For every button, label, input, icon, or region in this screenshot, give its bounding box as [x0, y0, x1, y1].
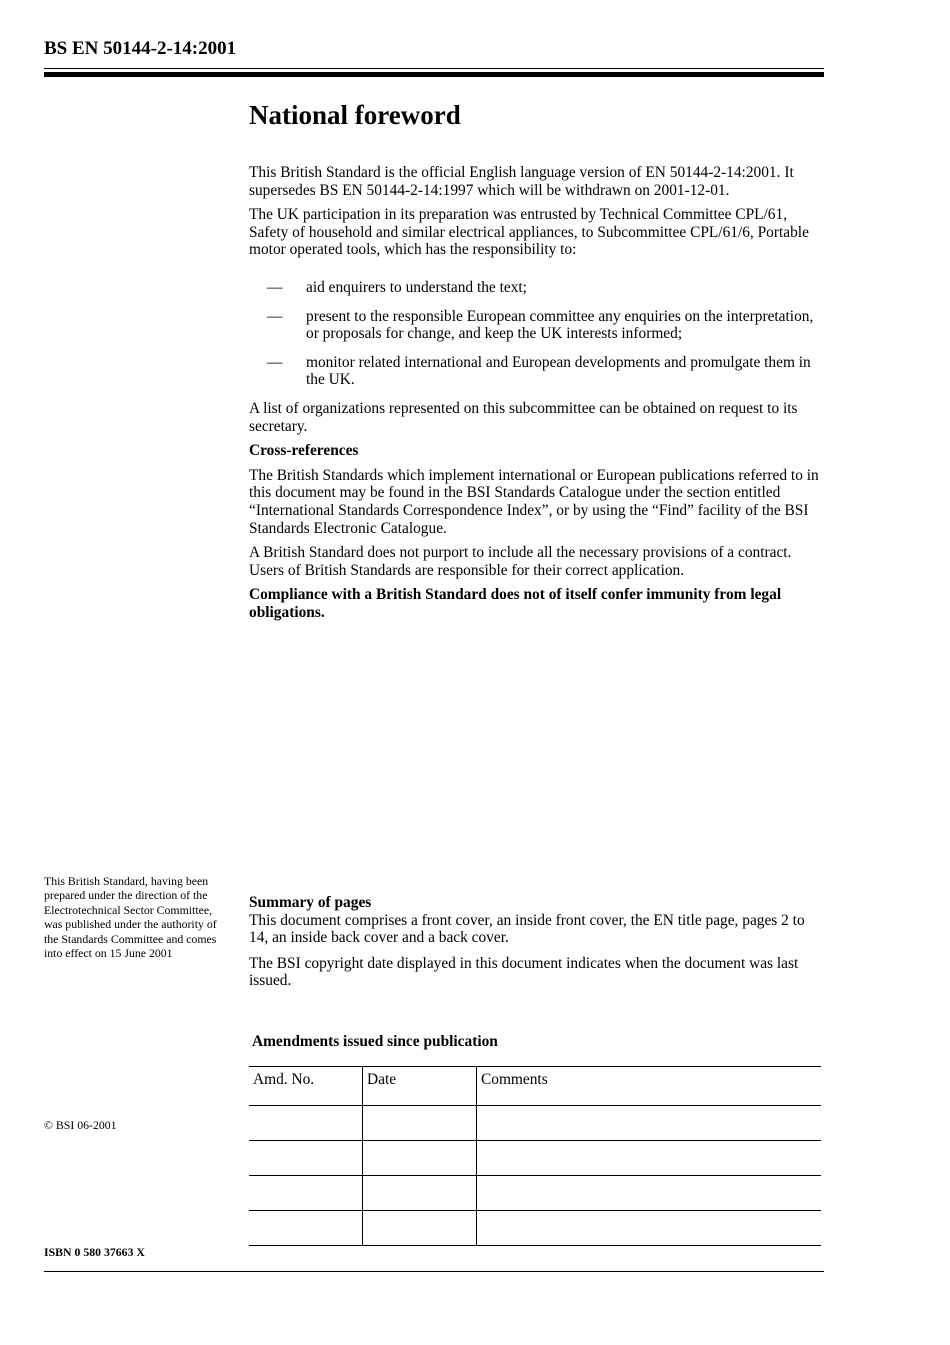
header-rule-thin — [44, 68, 824, 69]
responsibility-list — [249, 279, 823, 389]
column-header-comments: Comments — [477, 1067, 822, 1106]
table-cell — [363, 1176, 477, 1211]
dash-marker: — — [267, 307, 283, 325]
list-item-text: monitor related international and European developments and promulgate them in the UK. — [306, 353, 811, 389]
main-content — [249, 164, 823, 628]
copyright-notice: © BSI 06-2001 — [44, 1118, 117, 1132]
copyright-date-paragraph: The BSI copyright date displayed in this document indicates when the document was last issued. — [249, 954, 799, 990]
dash-marker: — — [267, 278, 283, 296]
summary-paragraph: This document comprises a front cover, an inside front cover, the EN title page, pages 2 to 14, an inside back cover and a back cover. — [249, 911, 805, 947]
table-cell — [477, 1176, 822, 1211]
organizations-paragraph: A list of organizations represented on this subcommittee can be obtained on request to its secretary. — [249, 399, 798, 435]
footer-rule — [44, 1271, 824, 1272]
table-cell — [363, 1141, 477, 1176]
table-row — [249, 1106, 821, 1141]
page-title: National foreword — [249, 100, 461, 130]
table-row — [249, 1211, 821, 1246]
table-cell — [477, 1211, 822, 1246]
table-cell — [249, 1141, 363, 1176]
amendments-title: Amendments issued since publication — [252, 1033, 498, 1050]
summary-heading: Summary of pages — [249, 894, 372, 911]
column-header-amd-no: Amd. No. — [249, 1067, 363, 1106]
summary-section — [249, 894, 823, 998]
intro-paragraph: This British Standard is the official English language version of EN 50144-2-14:2001. It supersedes BS EN 50144-2-14:1997 which will be withdrawn on 2001-12-01. — [249, 164, 794, 199]
list-item-text: aid enquirers to understand the text; — [306, 278, 527, 296]
publication-note: This British Standard, having been prepared under the direction of the Electrotechnical Sector Committee, was published under the authority of the Standards Committee and comes into effect on 15 June 2001 — [44, 874, 217, 961]
table-row — [249, 1141, 821, 1176]
table-cell — [249, 1211, 363, 1246]
dash-marker: — — [267, 353, 283, 371]
list-item — [249, 354, 823, 389]
table-row — [249, 1176, 821, 1211]
table-cell — [363, 1106, 477, 1141]
table-cell — [249, 1106, 363, 1141]
cross-references-paragraph: The British Standards which implement international or European publications referred to in this document may be found in the BSI Standards Catalogue under the section entitled “International Standards Correspondence Index”, or by using the “Find” facility of the BSI Standards Electronic Catalogue. — [249, 466, 819, 537]
table-header-row — [249, 1067, 821, 1106]
table-cell — [477, 1141, 822, 1176]
contract-paragraph: A British Standard does not purport to include all the necessary provisions of a contract. Users of British Standards are responsible for their correct application. — [249, 544, 792, 579]
list-item — [249, 308, 823, 343]
table-cell — [363, 1211, 477, 1246]
cross-references-heading: Cross-references — [249, 442, 359, 460]
compliance-statement: Compliance with a British Standard does not of itself confer immunity from legal obligations. — [249, 586, 782, 621]
document-code: BS EN 50144-2-14:2001 — [44, 38, 237, 59]
amendments-table — [249, 1066, 821, 1246]
table-cell — [249, 1176, 363, 1211]
column-header-date: Date — [363, 1067, 477, 1106]
list-item-text: present to the responsible European committee any enquiries on the interpretation, or proposals for change, and keep the UK interests informed; — [306, 307, 814, 343]
isbn: ISBN 0 580 37663 X — [44, 1245, 145, 1259]
table-cell — [477, 1106, 822, 1141]
header-rule-thick — [44, 72, 824, 77]
participation-paragraph: The UK participation in its preparation was entrusted by Technical Committee CPL/61, Safety of household and similar electrical appliances, to Subcommittee CPL/61/6, Portable motor operated tools, which has the responsibility to: — [249, 206, 809, 259]
list-item — [249, 279, 823, 297]
